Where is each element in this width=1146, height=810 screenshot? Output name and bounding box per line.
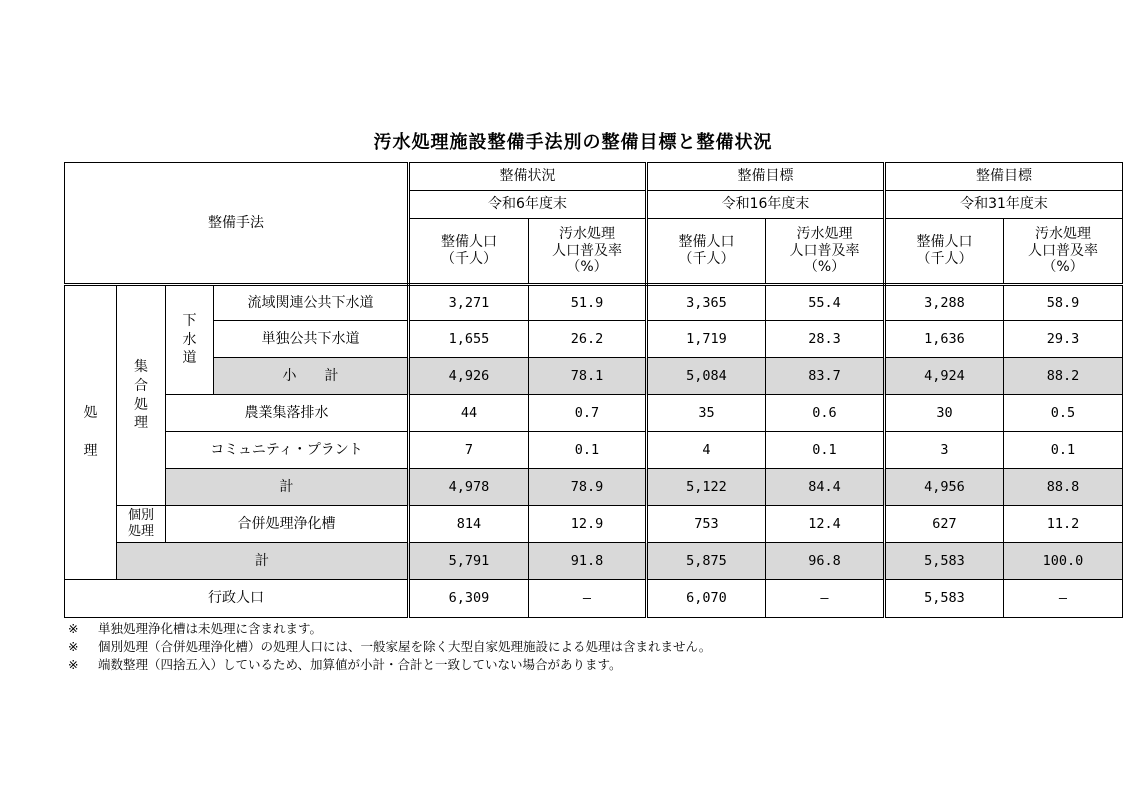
pop-value: 3,271 — [409, 285, 529, 321]
rate-header: 汚水処理 人口普及率 （%） — [1004, 219, 1123, 285]
rate-value: 55.4 — [766, 285, 885, 321]
rate-value: 29.3 — [1004, 321, 1123, 358]
pop-value: 3 — [885, 432, 1004, 469]
note-text: 端数整理（四捨五入）しているため、加算値が小計・合計と一致していない場合があります。 — [98, 657, 622, 672]
rate-value: 0.1 — [529, 432, 647, 469]
pop-value: 3,288 — [885, 285, 1004, 321]
group-period: 令和16年度末 — [647, 191, 885, 219]
total-label: 計 — [117, 543, 409, 580]
pop-value: 753 — [647, 506, 766, 543]
pop-header: 整備人口 （千人） — [409, 219, 529, 285]
pop-value: 5,875 — [647, 543, 766, 580]
pop-value: 5,791 — [409, 543, 529, 580]
pop-value: 4,924 — [885, 358, 1004, 395]
rate-value: ― — [766, 580, 885, 618]
shuugou-label: 集 合 処 理 — [117, 285, 166, 506]
rate-value: 11.2 — [1004, 506, 1123, 543]
total-label: 計 — [166, 469, 409, 506]
pop-header: 整備人口 （千人） — [885, 219, 1004, 285]
rate-value: 0.1 — [1004, 432, 1123, 469]
pop-value: 5,583 — [885, 543, 1004, 580]
note-mark: ※ — [68, 621, 79, 636]
note-mark: ※ — [68, 639, 79, 654]
pop-value: 7 — [409, 432, 529, 469]
notes — [68, 620, 711, 674]
rate-value: 96.8 — [766, 543, 885, 580]
note — [68, 638, 711, 656]
row-label: 合併処理浄化槽 — [166, 506, 409, 543]
pop-value: 814 — [409, 506, 529, 543]
rate-value: 28.3 — [766, 321, 885, 358]
rate-value: ― — [529, 580, 647, 618]
pop-value: 1,719 — [647, 321, 766, 358]
rate-header: 汚水処理 人口普及率 （%） — [766, 219, 885, 285]
group-label: 整備状況 — [409, 163, 647, 191]
rate-value: 12.9 — [529, 506, 647, 543]
rate-value: 88.8 — [1004, 469, 1123, 506]
note-mark: ※ — [68, 657, 79, 672]
pop-value: 5,122 — [647, 469, 766, 506]
kobetsu-label: 個別 処理 — [117, 506, 166, 543]
pop-value: 4,956 — [885, 469, 1004, 506]
rate-value: 78.1 — [529, 358, 647, 395]
admin-pop-label: 行政人口 — [65, 580, 409, 618]
group-period: 令和6年度末 — [409, 191, 647, 219]
pop-value: 1,636 — [885, 321, 1004, 358]
rate-value: 0.7 — [529, 395, 647, 432]
group-label: 整備目標 — [647, 163, 885, 191]
pop-value: 5,084 — [647, 358, 766, 395]
rate-value: 91.8 — [529, 543, 647, 580]
group-period: 令和31年度末 — [885, 191, 1123, 219]
rate-value: 78.9 — [529, 469, 647, 506]
rate-value: 0.1 — [766, 432, 885, 469]
note — [68, 656, 711, 674]
rate-value: 26.2 — [529, 321, 647, 358]
note-text: 個別処理（合併処理浄化槽）の処理人口には、一般家屋を除く大型自家処理施設による処理は含まれません。 — [98, 639, 712, 654]
rate-value: 83.7 — [766, 358, 885, 395]
pop-value: 5,583 — [885, 580, 1004, 618]
pop-value: 35 — [647, 395, 766, 432]
pop-value: 6,309 — [409, 580, 529, 618]
pop-value: 4 — [647, 432, 766, 469]
pop-value: 3,365 — [647, 285, 766, 321]
row-label: 農業集落排水 — [166, 395, 409, 432]
pop-value: 4,926 — [409, 358, 529, 395]
data-table — [64, 162, 1123, 618]
note-text: 単独処理浄化槽は未処理に含まれます。 — [98, 621, 323, 636]
rate-value: 51.9 — [529, 285, 647, 321]
rate-value: 88.2 — [1004, 358, 1123, 395]
rate-value: 0.6 — [766, 395, 885, 432]
pop-header: 整備人口 （千人） — [647, 219, 766, 285]
rate-value: 12.4 — [766, 506, 885, 543]
method-header: 整備手法 — [65, 163, 409, 285]
row-label: コミュニティ・プラント — [166, 432, 409, 469]
page-title: 汚水処理施設整備手法別の整備目標と整備状況 — [373, 132, 773, 153]
pop-value: 30 — [885, 395, 1004, 432]
pop-value: 44 — [409, 395, 529, 432]
rate-value: ― — [1004, 580, 1123, 618]
rate-value: 0.5 — [1004, 395, 1123, 432]
pop-value: 4,978 — [409, 469, 529, 506]
shori-label: 処 理 — [65, 285, 117, 580]
rate-value: 100.0 — [1004, 543, 1123, 580]
subtotal-label: 小 計 — [214, 358, 409, 395]
rate-header: 汚水処理 人口普及率 （%） — [529, 219, 647, 285]
row-label: 流域関連公共下水道 — [214, 285, 409, 321]
row-label: 単独公共下水道 — [214, 321, 409, 358]
group-label: 整備目標 — [885, 163, 1123, 191]
pop-value: 627 — [885, 506, 1004, 543]
note — [68, 620, 711, 638]
rate-value: 84.4 — [766, 469, 885, 506]
rate-value: 58.9 — [1004, 285, 1123, 321]
gesuido-label: 下 水 道 — [166, 285, 214, 395]
pop-value: 6,070 — [647, 580, 766, 618]
pop-value: 1,655 — [409, 321, 529, 358]
